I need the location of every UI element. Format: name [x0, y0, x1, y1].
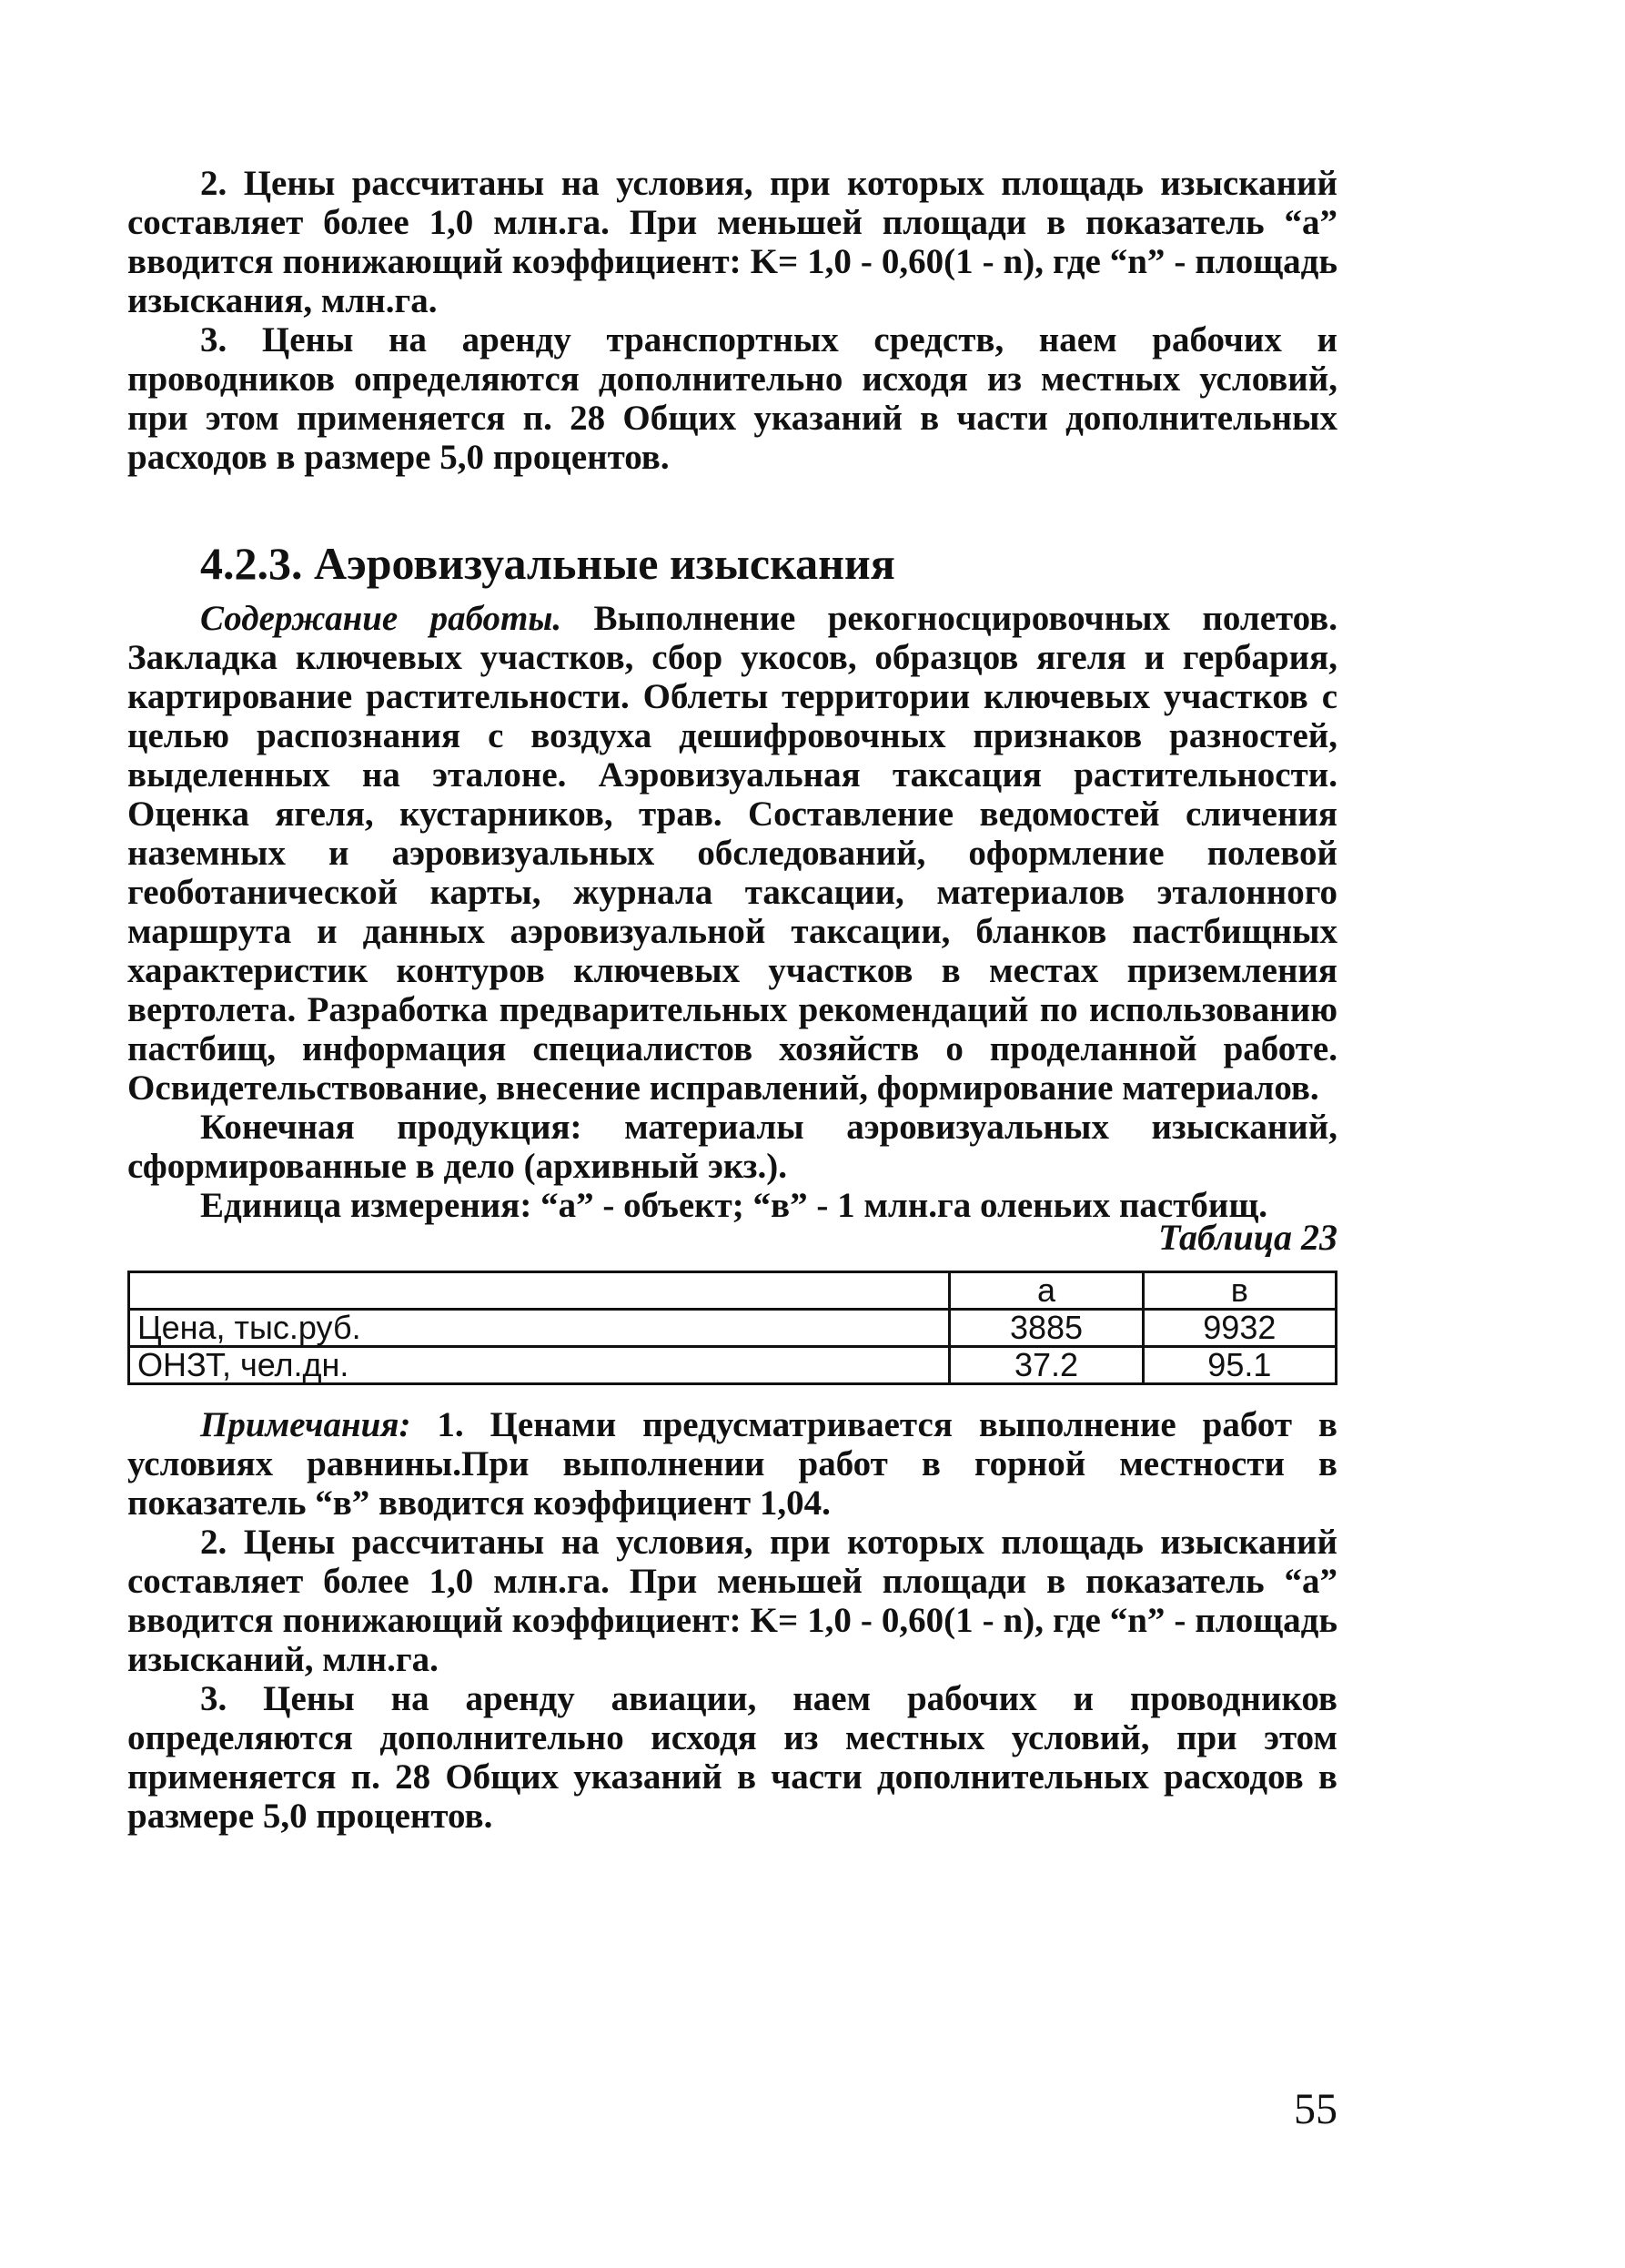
intro-note-2: 2. Цены рассчитаны на условия, при которых площадь изысканий составляет более 1,0 млн.га. При меньшей площади в показатель “а” вводится понижающий коэффициент: K= 1,0 - 0,60(1 - n), где “n” - площадь изыскания, млн.га. — [127, 164, 1337, 320]
unit-of-measure-paragraph: Единица измерения: “а” - объект; “в” - 1 млн.га оленьих пастбищ. — [200, 1186, 1268, 1225]
table-row — [129, 1310, 1337, 1347]
note-3: 3. Цены на аренду авиации, наем рабочих и проводников определяются дополнительно исходя из местных условий, при этом применяется п. 28 Общих указаний в части дополнительных расходов в размере 5,0 процентов. — [127, 1679, 1337, 1836]
table-row-label: ОНЗТ, чел.дн. — [129, 1347, 950, 1384]
section-title: 4.2.3. Аэровизуальные изыскания — [200, 538, 895, 589]
note-1-text: 1. Ценами предусматривается выполнение работ в условиях равнины.При выполнении работ в горной местности в показатель “в” вводится коэффициент 1,04. — [127, 1405, 1337, 1523]
table-caption: Таблица 23 — [1158, 1217, 1337, 1258]
work-content-text: Выполнение рекогносцировочных полетов. Закладка ключевых участков, сбор укосов, образцов ягеля и гербария, картирование растительности. Облеты территории ключевых участков с целью распознания с воздуха дешифровочных признаков разностей, выделенных на эталоне. Аэровизуальная таксация растительности. Оценка ягеля, кустарников, трав. Составление ведомостей сличения наземных и аэровизуальных обследований, оформление полевой геоботанической карты, журнала таксации, материалов эталонного маршрута и данных аэровизуальной таксации, бланков пастбищных характеристик контуров ключевых участков в местах приземления вертолета. Разработка предварительных рекомендаций по использованию пастбищ, информация специалистов хозяйств о проделанной работе. Освидетельствование, внесение исправлений, формирование материалов. — [127, 599, 1337, 1108]
note-2: 2. Цены рассчитаны на условия, при которых площадь изысканий составляет более 1,0 млн.га. При меньшей площади в показатель “а” вводится понижающий коэффициент: K= 1,0 - 0,60(1 - n), где “n” - площадь изысканий, млн.га. — [127, 1523, 1337, 1679]
work-content-label: Содержание работы. — [200, 599, 562, 638]
page-number: 55 — [1294, 2085, 1337, 2133]
table-cell-a: 3885 — [950, 1310, 1143, 1347]
table-header-row — [129, 1272, 1337, 1310]
intro-note-3: 3. Цены на аренду транспортных средств, наем рабочих и проводников определяются дополнительно исходя из местных условий, при этом применяется п. 28 Общих указаний в части дополнительных расходов в размере 5,0 процентов. — [127, 320, 1337, 477]
table-header-empty — [129, 1272, 950, 1310]
table-header-a: а — [950, 1272, 1143, 1310]
notes-label: Примечания: — [200, 1405, 411, 1444]
price-table — [127, 1271, 1337, 1385]
table-row — [129, 1347, 1337, 1384]
table-header-b: в — [1143, 1272, 1336, 1310]
table-cell-a: 37.2 — [950, 1347, 1143, 1384]
notes-paragraph-1 — [127, 1405, 1337, 1523]
table-cell-b: 95.1 — [1143, 1347, 1336, 1384]
final-product-paragraph: Конечная продукция: материалы аэровизуальных изысканий, сформированные в дело (архивный экз.). — [127, 1108, 1337, 1186]
table-cell-b: 9932 — [1143, 1310, 1336, 1347]
table-row-label: Цена, тыс.руб. — [129, 1310, 950, 1347]
work-content-paragraph — [127, 599, 1337, 1108]
document-page — [127, 164, 1337, 1836]
